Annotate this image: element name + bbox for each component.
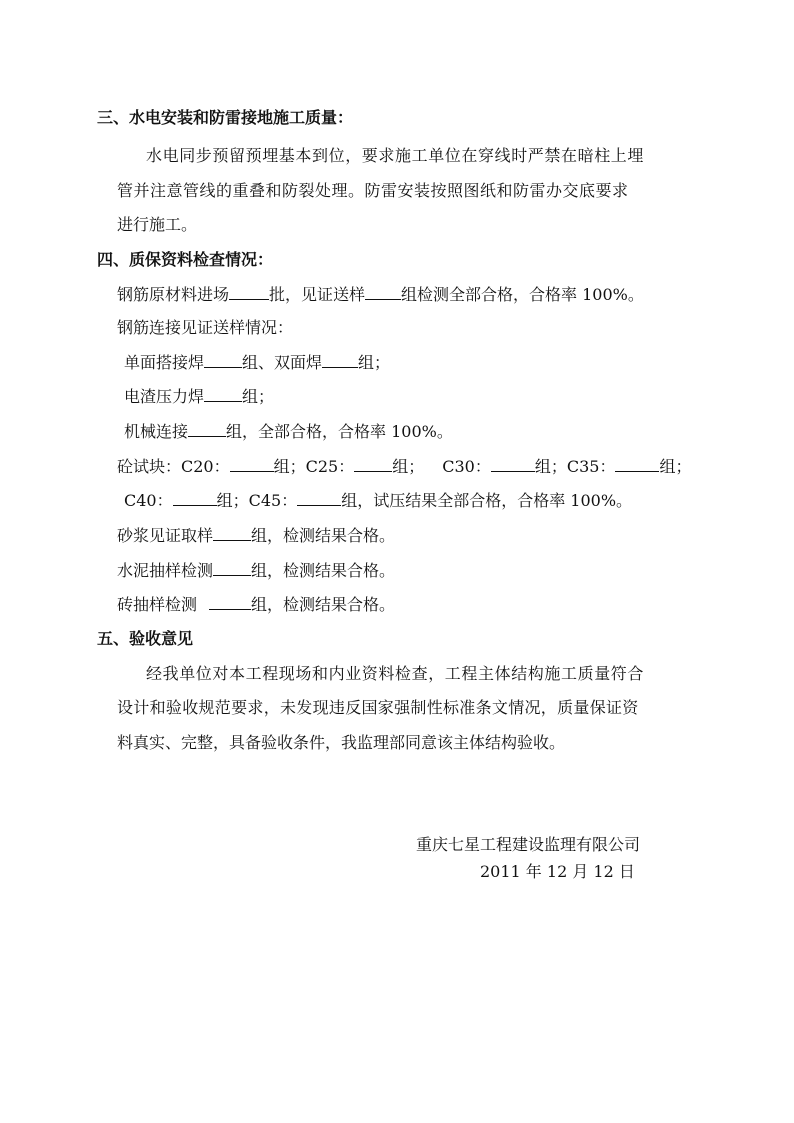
concrete-text-f: 组； bbox=[659, 457, 692, 476]
double-weld-blank bbox=[322, 352, 358, 368]
concrete-text-e: 组；C35： bbox=[534, 457, 616, 476]
rebar-batch-blank bbox=[229, 284, 269, 300]
concrete-text-c: 组； bbox=[392, 457, 425, 476]
lap-text-a: 单面搭接焊 bbox=[124, 353, 205, 372]
concrete-specimen-line-2 bbox=[124, 490, 632, 511]
rebar-raw-material-line bbox=[117, 284, 644, 305]
lap-text-c: 组； bbox=[358, 353, 391, 372]
mechanical-blank bbox=[188, 421, 226, 437]
lap-weld-line bbox=[124, 352, 390, 373]
electroslag-blank bbox=[204, 386, 242, 402]
cement-blank bbox=[213, 560, 251, 576]
section-3-paragraph-line-2: 管并注意管线的重叠和防裂处理。防雷安装按照图纸和防雷办交底要求 bbox=[117, 181, 629, 200]
signature-company: 重庆七星工程建设监理有限公司 bbox=[416, 835, 641, 854]
rebar-sample-blank bbox=[365, 284, 401, 300]
section-3-heading: 三、水电安装和防雷接地施工质量： bbox=[97, 108, 354, 127]
rebar-text-b: 批，见证送样 bbox=[269, 285, 366, 304]
section-5-paragraph-line-2: 设计和验收规范要求，未发现违反国家强制性标准条文情况，质量保证资 bbox=[117, 698, 639, 717]
mortar-text-a: 砂浆见证取样 bbox=[117, 526, 214, 545]
concrete-text-a: 砼试块：C20： bbox=[117, 457, 230, 476]
rebar-text-c: 组检测全部合格，合格率 100%。 bbox=[401, 285, 644, 304]
c20-blank bbox=[230, 456, 274, 472]
c40-blank bbox=[173, 490, 217, 506]
lap-text-b: 组、双面焊 bbox=[242, 353, 323, 372]
signature-date: 2011 年 12 月 12 日 bbox=[480, 862, 635, 881]
brick-text-a: 砖抽样检测 bbox=[117, 595, 198, 614]
section-5-heading: 五、验收意见 bbox=[97, 629, 194, 648]
concrete-text-b: 组；C25： bbox=[273, 457, 355, 476]
brick-text-b: 组，检测结果合格。 bbox=[251, 595, 396, 614]
mortar-blank bbox=[213, 525, 251, 541]
section-3-paragraph-line-1: 水电同步预留预埋基本到位，要求施工单位在穿线时严禁在暗柱上埋 bbox=[146, 146, 645, 165]
concrete-text-d: C30： bbox=[442, 457, 491, 476]
mortar-sample-line bbox=[117, 525, 395, 546]
mech-text-b: 组，全部合格，合格率 100%。 bbox=[226, 422, 453, 441]
concrete2-text-c: 组，试压结果全部合格，合格率 100%。 bbox=[341, 491, 633, 510]
mortar-text-b: 组，检测结果合格。 bbox=[251, 526, 396, 545]
c45-blank bbox=[297, 490, 341, 506]
brick-blank bbox=[209, 594, 251, 610]
section-3-paragraph-line-3: 进行施工。 bbox=[117, 215, 198, 234]
cement-text-b: 组，检测结果合格。 bbox=[251, 561, 396, 580]
slag-text-a: 电渣压力焊 bbox=[124, 387, 205, 406]
c25-blank bbox=[354, 456, 392, 472]
slag-text-b: 组； bbox=[242, 387, 275, 406]
concrete2-text-a: C40： bbox=[124, 491, 173, 510]
section-5-paragraph-line-3: 料真实、完整，具备验收条件，我监理部同意该主体结构验收。 bbox=[117, 733, 566, 752]
rebar-text-a: 钢筋原材料进场 bbox=[117, 285, 230, 304]
section-4-heading: 四、质保资料检查情况： bbox=[97, 250, 274, 269]
cement-text-a: 水泥抽样检测 bbox=[117, 561, 214, 580]
single-lap-blank bbox=[204, 352, 242, 368]
mechanical-connection-line bbox=[124, 421, 453, 442]
concrete-specimen-line-1 bbox=[117, 456, 691, 477]
c30-blank bbox=[491, 456, 535, 472]
mech-text-a: 机械连接 bbox=[124, 422, 189, 441]
concrete2-text-b: 组；C45： bbox=[216, 491, 298, 510]
electroslag-weld-line bbox=[124, 386, 274, 407]
c35-blank bbox=[615, 456, 659, 472]
section-5-paragraph-line-1: 经我单位对本工程现场和内业资料检查，工程主体结构施工质量符合 bbox=[146, 664, 645, 683]
rebar-connection-title: 钢筋连接见证送样情况： bbox=[117, 318, 294, 337]
brick-sample-line bbox=[117, 594, 395, 615]
cement-sample-line bbox=[117, 560, 395, 581]
